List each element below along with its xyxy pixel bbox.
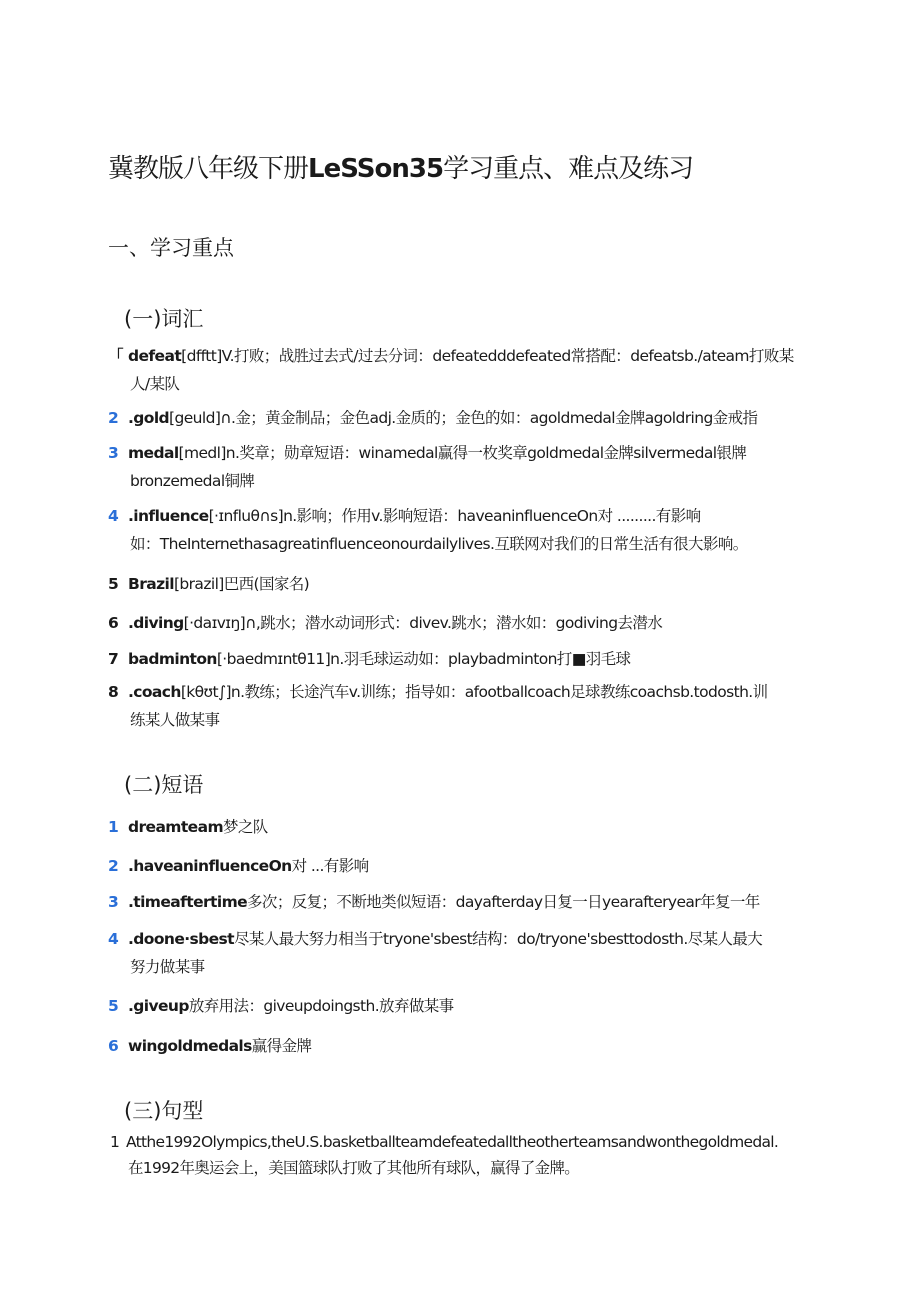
phrase-item-wingoldmedals: 6 wingoldmedals赢得金牌 bbox=[108, 1032, 820, 1060]
sentence-chinese: 在1992年奥运会上，美国篮球队打败了其他所有球队，赢得了金牌。 bbox=[128, 1159, 580, 1177]
item-number: 1 bbox=[110, 1133, 120, 1151]
item-number: 8 bbox=[108, 683, 119, 701]
item-number: 7 bbox=[108, 650, 119, 668]
item-number: 3 bbox=[108, 444, 119, 462]
item-number: 「 bbox=[108, 347, 124, 365]
item-number: 5 bbox=[108, 575, 119, 593]
phrase-item-influence: 2 .haveaninfluenceOn对 ...有影响 bbox=[108, 852, 820, 880]
vocab-item-brazil: 5 Brazil[brazil]巴西(国家名) bbox=[108, 570, 820, 598]
vocab-item-badminton: 7 badminton[·baedmɪntθ11]n.羽毛球运动如：playbadminton打■羽毛球 bbox=[108, 645, 820, 673]
phrase-item-timeaftertime: 3 .timeaftertime多次；反复；不断地类似短语：dayafterday日复一日yearafteryear年复一年 bbox=[108, 888, 820, 916]
item-number: 4 bbox=[108, 930, 119, 948]
item-number: 3 bbox=[108, 893, 119, 911]
vocab-item-gold: 2 .gold[geuld]∩.金；黄金制品；金色adj.金质的；金色的如：agoldmedal金牌agoldring金戒指 bbox=[108, 404, 820, 432]
subheading-sentence-patterns: (三)句型 bbox=[124, 1099, 204, 1123]
subheading-phrases: (二)短语 bbox=[124, 773, 204, 797]
vocab-item-medal: 3 medal[medl]n.奖章；勋章短语：winamedal赢得一枚奖章goldmedal金牌silvermedal银牌 bronzemedal铜牌 bbox=[108, 439, 820, 495]
page-title: 冀教版八年级下册LeSSon35学习重点、难点及练习 bbox=[108, 154, 694, 184]
vocab-item-influence: 4 .influence[·ɪnfluθ∩s]n.影响；作用v.影响短语：haveaninfluenceOn对 .........有影响 如：TheInternethasagreatinfluenceonourdailylives.互联网对我们的日常生活有很大影响。 bbox=[108, 502, 820, 558]
item-number: 2 bbox=[108, 409, 119, 427]
item-number: 5 bbox=[108, 997, 119, 1015]
sentence-english: Atthe1992Olympics,theU.S.basketballteamdefeatedalltheotherteamsandwonthegoldmedal. bbox=[126, 1133, 779, 1151]
vocab-item-diving: 6 .diving[·daɪvɪŋ]∩,跳水；潜水动词形式：divev.跳水；潜水如：godiving去潜水 bbox=[108, 609, 820, 637]
item-number: 6 bbox=[108, 1037, 119, 1055]
subheading-vocabulary: (一)词汇 bbox=[124, 307, 204, 331]
item-number: 2 bbox=[108, 857, 119, 875]
vocab-item-defeat: 「 defeat[dfftt]V.打败；战胜过去式/过去分词：defeatedddefeated常搭配：defeatsb./ateam打败某 人/某队 bbox=[108, 342, 820, 398]
item-number: 6 bbox=[108, 614, 119, 632]
vocab-item-coach: 8 .coach[kθʊt∫]n.教练；长途汽车v.训练；指导如：afootballcoach足球教练coachsb.todosth.训 练某人做某事 bbox=[108, 678, 820, 734]
phrase-item-dreamteam: 1 dreamteam梦之队 bbox=[108, 813, 820, 841]
phrase-item-giveup: 5 .giveup放弃用法：giveupdoingsth.放弃做某事 bbox=[108, 992, 820, 1020]
item-number: 4 bbox=[108, 507, 119, 525]
section-heading-key-points: 一、学习重点 bbox=[108, 236, 234, 260]
item-number: 1 bbox=[108, 818, 119, 836]
phrase-item-doonesbest: 4 .doone·sbest尽某人最大努力相当于tryone'sbest结构：do/tryone'sbesttodosth.尽某人最大 努力做某事 bbox=[108, 925, 820, 981]
sentence-item-1 bbox=[110, 1129, 822, 1181]
